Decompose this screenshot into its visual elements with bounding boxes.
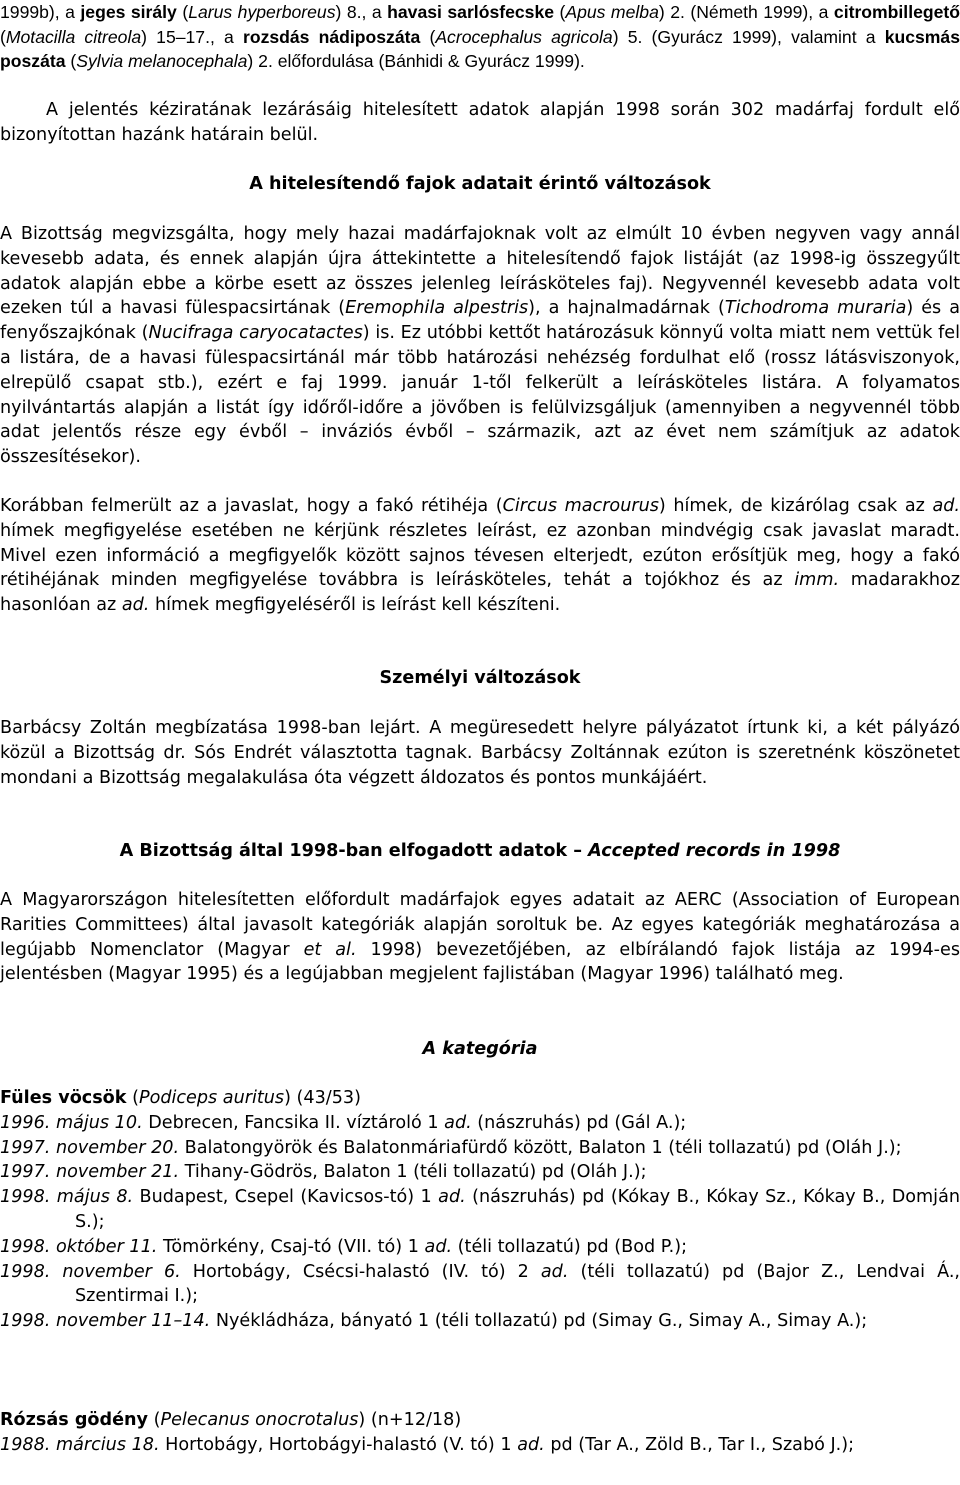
record-date: 1998. november 11–14. bbox=[0, 1311, 211, 1332]
record-date: 1998. október 11. bbox=[0, 1236, 158, 1257]
record-line bbox=[0, 1111, 960, 1136]
species-name: Füles vöcsök bbox=[0, 1088, 127, 1108]
text: (téli tollazatú) pd (Bajor Z., Lendvai Á., Szentirmai I.); bbox=[75, 1261, 960, 1307]
species-title bbox=[0, 1408, 960, 1433]
text: ) 2. előfordulása (Bánhidi & Gyurácz 1999). bbox=[247, 51, 585, 71]
record-line bbox=[0, 1433, 960, 1458]
text: ) 5. (Gyurácz 1999), valamint a bbox=[612, 26, 885, 47]
text: Tömörkény, Csaj-tó (VII. tó) 1 bbox=[157, 1236, 425, 1257]
record-date: 1996. május 10. bbox=[0, 1112, 143, 1133]
text: Hortobágy, Hortobágyi-halastó (V. tó) 1 bbox=[159, 1434, 518, 1455]
record-line bbox=[0, 1136, 960, 1161]
abbreviation: ad. bbox=[517, 1434, 545, 1455]
text: A jelentés kéziratának lezárásáig hitelesített adatok alapján 1998 során 302 madárfaj fordult elő bizonyítottan hazánk határain belül. bbox=[0, 100, 960, 145]
species-name: kucsmás poszáta bbox=[0, 26, 960, 71]
text: hímek megfigyeléséről is leírást kell készíteni. bbox=[149, 595, 561, 616]
record-date: 1997. november 20. bbox=[0, 1137, 180, 1158]
text: ( bbox=[126, 1088, 139, 1108]
abbreviation: ad. bbox=[438, 1187, 466, 1208]
text: ( bbox=[554, 2, 566, 22]
text: Korábban felmerült az a javaslat, hogy a fakó rétihéja ( bbox=[0, 496, 503, 516]
record-date: 1998. november 6. bbox=[0, 1261, 181, 1282]
record-date: 1988. március 18. bbox=[0, 1434, 160, 1455]
record-count: ) (43/53) bbox=[284, 1088, 361, 1108]
text: 1999b), a bbox=[0, 2, 81, 22]
species-entry bbox=[0, 1408, 960, 1458]
text: ( bbox=[148, 1410, 161, 1430]
text: ) 15–17., a bbox=[141, 26, 243, 47]
abbreviation: ad. bbox=[932, 496, 960, 516]
latin-name: Podiceps auritus bbox=[138, 1088, 285, 1108]
record-line bbox=[0, 1185, 960, 1235]
record-date: 1998. május 8. bbox=[0, 1187, 134, 1208]
text: ( bbox=[0, 26, 6, 47]
latin-name: Motacilla citreola bbox=[5, 26, 142, 47]
text: (téli tollazatú) pd (Bod P.); bbox=[452, 1236, 688, 1257]
species-name: havasi sarlósfecske bbox=[387, 2, 555, 22]
record-date: 1997. november 21. bbox=[0, 1162, 180, 1183]
species-name: rozsdás nádiposzáta bbox=[242, 26, 421, 47]
text: pd (Tar A., Zöld B., Tar I., Szabó J.); bbox=[544, 1434, 855, 1455]
record-line bbox=[0, 1260, 960, 1310]
text: ) 2. (Németh 1999), a bbox=[658, 2, 834, 22]
latin-name: Pelecanus onocrotalus bbox=[160, 1410, 359, 1430]
text: madarakhoz hasonlóan az bbox=[0, 570, 960, 616]
text: ( bbox=[420, 26, 436, 47]
text: Nyékládháza, bányató 1 (téli tollazatú) pd (Simay G., Simay A., Simay A.); bbox=[210, 1311, 868, 1332]
changes-paragraph-1 bbox=[0, 222, 960, 470]
abbreviation: ad. bbox=[121, 595, 150, 616]
section-heading-personnel: Személyi változások bbox=[379, 668, 581, 688]
text: Hortobágy, Csécsi-halastó (IV. tó) 2 bbox=[180, 1261, 541, 1282]
text: Balatongyörök és Balatonmáriafürdő között, Balaton 1 (téli tollazatú) pd (Oláh J.); bbox=[179, 1137, 902, 1158]
text: ) hímek, de kizárólag csak az bbox=[658, 496, 933, 516]
personnel-paragraph bbox=[0, 716, 960, 790]
abbreviation: ad. bbox=[540, 1261, 569, 1282]
species-name: citrombillegető bbox=[833, 2, 960, 22]
text: Debrecen, Fancsika II. víztároló 1 bbox=[142, 1112, 445, 1133]
species-title bbox=[0, 1086, 960, 1111]
abbreviation: ad. bbox=[424, 1236, 453, 1257]
heading-hungarian: A Bizottság által 1998-ban elfogadott adatok – bbox=[119, 841, 589, 861]
text: A Bizottság megvizsgálta, hogy mely hazai madárfajoknak volt az elmúlt 10 évben negyven vagy annál kevesebb adata, és ennek alapján újra áttekintette a hitelesítendő fajok listáját (az 1998-ig összegyűlt adatok alapján ebbe a körbe esett az összes jelenleg leírásköteles faj). Negyvennél kevesebb adata volt ezeken túl a havasi fülespacsirtának ( bbox=[0, 224, 960, 319]
text: 1998) bevezetőjében, az elbírálandó fajok listája az 1994-es jelentésben (Magyar 1995) és a legújabban megjelent fajlistában (Magyar 1996) található meg. bbox=[0, 939, 960, 985]
intro-paragraph bbox=[0, 0, 960, 74]
text: Barbácsy Zoltán megbízatása 1998-ban lejárt. A megüresedett helyre pályázatot írtunk ki, a két pályázó közül a Bizottság dr. Sós Endrét választotta tagnak. Barbácsy Zoltánnak ezúton is szeretnénk köszönetet mondani a Bizottság megalakulása óta végzett áldozatos és pontos munkájáért. bbox=[0, 718, 960, 788]
accepted-paragraph bbox=[0, 888, 960, 987]
text: ( bbox=[65, 51, 77, 71]
text: ) és a fenyőszajkónak ( bbox=[0, 298, 960, 344]
category-a-heading bbox=[0, 1037, 960, 1061]
text: ) is. Ez utóbbi kettőt határozásuk könnyű volta miatt nem vettük fel a listára, de a havasi fülespacsirtánál már több határozási nehézség fordulhat elő (rossz látásviszonyok, elrepülő csapat stb.), ezért e faj 1999. január 1-től felkerült a leírásköteles listára. A folyamatos nyilvántartás alapján a listát így időről-időre a jövőben is felülvizsgáljuk (amennyiben a negyvennél több adat jelentős része egy évből – inváziós évből – származik, azt az évet nem számítjuk az adatok összesítésekor). bbox=[0, 323, 960, 468]
text: Tihany-Gödrös, Balaton 1 (téli tollazatú) pd (Oláh J.); bbox=[179, 1162, 647, 1183]
latin-name: Apus melba bbox=[565, 2, 659, 22]
latin-name: Nucifraga caryocatactes bbox=[148, 323, 363, 344]
section-heading-accepted bbox=[0, 839, 960, 863]
latin-name: Larus hyperboreus bbox=[188, 2, 336, 22]
changes-paragraph-2 bbox=[0, 494, 960, 618]
text: A Magyarországon hitelesítetten előfordult madárfajok egyes adatait az AERC (Association of European Rarities Committees) által javasolt kategóriák alapján soroltuk be. Az egyes kategóriák meghatározása a legújabb Nomenclator (Magyar bbox=[0, 890, 960, 960]
text: (nászruhás) pd (Kókay B., Kókay Sz., Kókay B., Domján S.); bbox=[75, 1187, 960, 1232]
latin-name: Circus macrourus bbox=[502, 496, 659, 516]
category-a-title: A kategória bbox=[422, 1039, 538, 1059]
species-entry bbox=[0, 1086, 960, 1334]
text: hímek megfigyelése esetében ne kérjünk részletes leírást, ez azonban mindvégig csak javaslat maradt. Mivel ezen információ a megfigyelők között sajnos tévesen elterjedt, ezúton erősítjük meg, hogy a fakó rétihéjának minden megfigyelése továbbra is leírásköteles, tehát a tojókhoz és az bbox=[0, 520, 960, 591]
species-name: Rózsás gödény bbox=[0, 1410, 149, 1430]
abbreviation: ad. bbox=[444, 1112, 472, 1133]
latin-name: Tichodroma muraria bbox=[724, 298, 907, 319]
text: ( bbox=[176, 2, 189, 22]
text: ) 8., a bbox=[335, 2, 388, 22]
record-count: ) (n+12/18) bbox=[358, 1410, 462, 1430]
text: ), a hajnalmadárnak ( bbox=[528, 298, 725, 319]
record-line bbox=[0, 1235, 960, 1260]
latin-name: Eremophila alpestris bbox=[345, 298, 529, 319]
record-line bbox=[0, 1309, 960, 1334]
section-heading-changes: A hitelesítendő fajok adatait érintő változások bbox=[249, 174, 711, 194]
latin-name: Acrocephalus agricola bbox=[435, 26, 613, 47]
summary-paragraph bbox=[0, 98, 960, 148]
heading-english: Accepted records in 1998 bbox=[588, 841, 841, 861]
record-line bbox=[0, 1160, 960, 1185]
species-name: jeges sirály bbox=[80, 2, 177, 22]
text: Budapest, Csepel (Kavicsos-tó) 1 bbox=[133, 1187, 439, 1208]
latin-name: Sylvia melanocephala bbox=[76, 51, 248, 71]
abbreviation: et al. bbox=[303, 939, 357, 960]
text: (nászruhás) pd (Gál A.); bbox=[471, 1112, 687, 1133]
abbreviation: imm. bbox=[794, 570, 840, 591]
